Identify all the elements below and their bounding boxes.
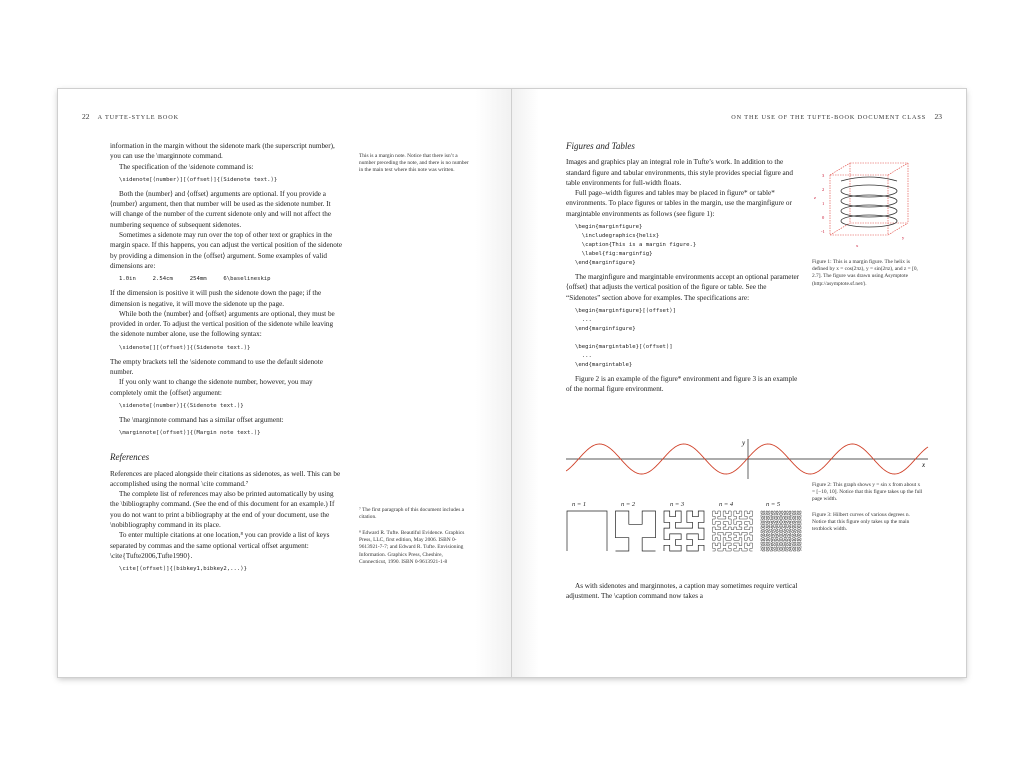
paragraph: Sometimes a sidenote may run over the top of other text or graphics in the margin space. If this happens, you can adjust the vertical position of the sidenote by providing a dimension in the ⟨offset⟩ argument. Some examples of valid dimensions are: bbox=[110, 231, 343, 270]
right-page-number: 23 bbox=[934, 112, 942, 121]
code-line: \begin{marginfigure}[⟨offset⟩] bbox=[575, 307, 677, 314]
section-title: References bbox=[110, 452, 150, 463]
hilbert-label: n = 2 bbox=[621, 501, 636, 508]
right-running-head bbox=[731, 112, 948, 121]
helix-tick: 2 bbox=[822, 187, 825, 192]
code-line: \sidenote[][⟨offset⟩]{⟨Sidenote text.⟩} bbox=[119, 344, 251, 351]
code-line: \begin{marginfigure} bbox=[575, 224, 643, 231]
right-page bbox=[512, 89, 966, 677]
sine-y-label: y bbox=[742, 439, 746, 447]
code-line: \caption{This is a margin figure.} bbox=[575, 242, 697, 249]
code-line: 1.0in 2.54cm 254mm 6\baselineskip bbox=[119, 276, 271, 283]
paragraph: The specification of the \sidenote command is: bbox=[119, 162, 254, 171]
helix-tick: 0 bbox=[822, 215, 825, 220]
hilbert-label: n = 3 bbox=[670, 501, 685, 508]
paragraph: To enter multiple citations at one location,⁸ you can provide a list of keys separated by commas and the same optional vertical offset argument: \cite{Tufte2006,Tufte1990}. bbox=[110, 531, 330, 560]
right-main-column bbox=[566, 141, 800, 395]
margin-note bbox=[359, 153, 471, 178]
margin-note-text: This is a margin note. Notice that there isn’t a number preceding the note, and there is no number in the main text where this note was written. bbox=[359, 153, 469, 174]
code-line bbox=[575, 334, 800, 343]
book-spread bbox=[58, 89, 966, 677]
paragraph: The complete list of references may also be printed automatically by using the \bibliography command. (See the end of this document for an example.) If you do not want to print a bibliography at the end of your document, use the \nobibliography command in its place. bbox=[110, 490, 335, 530]
hilbert-curve bbox=[761, 511, 801, 551]
hilbert-label: n = 1 bbox=[572, 501, 587, 508]
sidenote-8 bbox=[359, 530, 471, 569]
code-block-marginfigure bbox=[575, 223, 800, 268]
code-line: \includegraphics{helix} bbox=[575, 233, 660, 240]
paragraph: The empty brackets tell the \sidenote command to use the default sidenote number. bbox=[110, 357, 323, 377]
hilbert-label: n = 5 bbox=[766, 501, 781, 508]
code-line: ... bbox=[575, 352, 592, 359]
hilbert-figure bbox=[566, 499, 806, 559]
code-line: \label{fig:marginfig} bbox=[575, 251, 653, 258]
helix-axis-label: x bbox=[856, 243, 859, 248]
right-bottom-column bbox=[566, 581, 800, 602]
code-line: ... bbox=[575, 316, 592, 323]
helix-axis-label: y bbox=[902, 235, 905, 240]
paragraph: As with sidenotes and marginnotes, a caption may sometimes require vertical adjustment. The \caption command now takes a bbox=[566, 582, 798, 601]
left-main-column bbox=[110, 141, 342, 578]
sidenote-text: ⁸ Edward R. Tufte. Beautiful Evidence. Graphics Press, LLC, first edition, May 2006. ISBN 0-9613921-7-7; and Edward R. Tufte. Envisioning Information. Graphics Press, Cheshire, Connecticut, 1990. ISBN 0-9613921-1-8 bbox=[359, 530, 465, 565]
hilbert-curve bbox=[713, 511, 753, 551]
hilbert-curves bbox=[566, 499, 806, 559]
code-block-offsets bbox=[575, 307, 800, 370]
code-line: \marginnote[⟨offset⟩]{⟨Margin note text.⟩} bbox=[119, 430, 261, 437]
paragraph: information in the margin without the sidenote mark (the superscript number), you can use the \marginnote command. bbox=[110, 142, 335, 161]
code-line: \end{marginfigure} bbox=[575, 325, 636, 332]
paragraph: The marginfigure and margintable environments accept an optional parameter ⟨offset⟩ that adjusts the vertical position of the figure or table. See the “Sidenotes” section above for examples. The specifications are: bbox=[566, 273, 800, 302]
paragraph: Full page–width figures and tables may be placed in figure* or table* environments. To place figures or tables in the margin, use the marginfigure or margintable environments as follows (see figure 1): bbox=[566, 189, 792, 218]
helix-tick: 3 bbox=[822, 173, 825, 178]
paragraph: If the dimension is positive it will push the sidenote down the page; if the dimension is negative, it will move the sidenote up the page. bbox=[110, 289, 322, 308]
helix-tick: -1 bbox=[821, 229, 825, 234]
helix-figure bbox=[810, 155, 918, 253]
code-line: \sidenote[⟨number⟩][⟨offset⟩]{⟨Sidenote text.⟩} bbox=[119, 176, 278, 183]
hilbert-curve bbox=[567, 511, 607, 551]
code-line: \begin{margintable}[⟨offset⟩] bbox=[575, 343, 673, 350]
sine-figure bbox=[566, 437, 930, 481]
sidenote-7 bbox=[359, 507, 471, 524]
left-running-head-title: A TUFTE-STYLE BOOK bbox=[97, 114, 180, 121]
left-page-number: 22 bbox=[82, 112, 90, 121]
caption-figure-1: Figure 1: This is a margin figure. The helix is defined by x = cos(2πz), y = sin(2πz), and z = [0, 2.7]. The figure was drawn using Asymptote (http://asymptote.sf.net/). bbox=[812, 259, 918, 287]
hilbert-label: n = 4 bbox=[719, 501, 734, 508]
caption-figure-3: Figure 3: Hilbert curves of various degrees n. Notice that this figure only takes up the main textblock width. bbox=[812, 512, 910, 533]
hilbert-curve bbox=[664, 511, 704, 551]
sidenote-text: ⁷ The first paragraph of this document includes a citation. bbox=[359, 507, 465, 521]
right-running-head-title: ON THE USE OF THE TUFTE-BOOK DOCUMENT CLASS bbox=[731, 114, 927, 121]
code-line: \sidenote[⟨number⟩]{⟨Sidenote text.⟩} bbox=[119, 402, 244, 409]
sine-curve bbox=[566, 444, 928, 474]
helix-axis-label: z bbox=[814, 195, 816, 200]
paragraph: If you only want to change the sidenote number, however, you may completely omit the ⟨offset⟩ argument: bbox=[110, 378, 313, 397]
sine-x-label: x bbox=[922, 461, 926, 469]
paragraph: References are placed alongside their citations as sidenotes, as well. This can be accomplished using the normal \cite command.⁷ bbox=[110, 469, 341, 488]
paragraph: Figure 2 is an example of the figure* environment and figure 3 is an example of the normal figure environment. bbox=[566, 374, 798, 394]
hilbert-curve bbox=[616, 511, 656, 551]
left-page bbox=[58, 89, 512, 677]
paragraph: The \marginnote command has a similar offset argument: bbox=[119, 415, 284, 424]
code-line: \end{marginfigure} bbox=[575, 260, 636, 267]
left-running-head bbox=[76, 112, 179, 121]
section-title: Figures and Tables bbox=[566, 141, 635, 151]
code-line: \cite[⟨offset⟩]{⟨bibkey1,bibkey2,...⟩} bbox=[119, 566, 247, 573]
caption-figure-2: Figure 2: This graph shows y = sin x from about x = [−10, 10]. Notice that this figure takes up the full page width. bbox=[812, 482, 923, 503]
paragraph: While both the ⟨number⟩ and ⟨offset⟩ arguments are optional, they must be provided in order. To adjust the vertical position of the sidenote while leaving the sidenote number alone, use the following syntax: bbox=[110, 309, 335, 339]
paragraph: Both the ⟨number⟩ and ⟨offset⟩ arguments are optional. If you provide a ⟨number⟩ argument, then that number will be used as the sidenote number. It will change of the number of the current sidenote only and will not affect the numbering sequence of subsequent sidenotes. bbox=[110, 189, 332, 229]
paragraph: Images and graphics play an integral role in Tufte’s work. In addition to the standard figure and tabular environments, this style provides special figure and table environments for full-width floats. bbox=[566, 158, 793, 187]
helix-tick: 1 bbox=[822, 201, 825, 206]
code-line: \end{margintable} bbox=[575, 361, 633, 368]
